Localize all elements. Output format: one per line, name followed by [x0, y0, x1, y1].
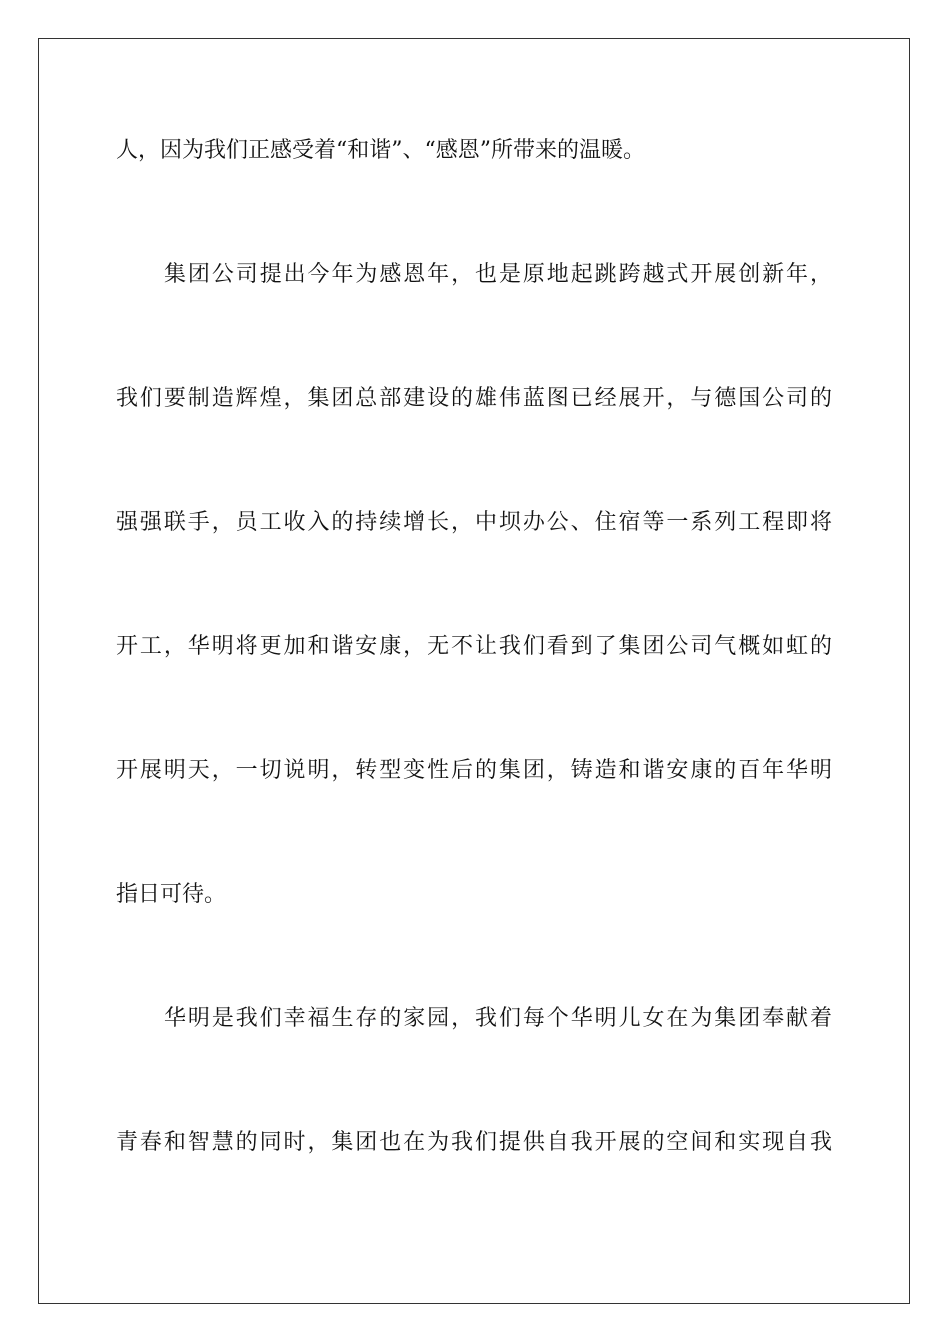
paragraph-2-line-3: 强强联手，员工收入的持续增长，中坝办公、住宿等一系列工程即将 — [116, 510, 832, 535]
paragraph-2-line-5: 开展明天，一切说明，转型变性后的集团，铸造和谐安康的百年华明 — [116, 758, 832, 783]
text-line-1: 人，因为我们正感受着“和谐”、“感恩”所带来的温暖。 — [116, 138, 645, 163]
paragraph-3-line-1: 华明是我们幸福生存的家园，我们每个华明儿女在为集团奉献着 — [164, 1006, 832, 1031]
paragraph-2-line-4: 开工，华明将更加和谐安康，无不让我们看到了集团公司气概如虹的 — [116, 634, 832, 659]
page-border — [38, 38, 910, 1304]
paragraph-3-line-2: 青春和智慧的同时，集团也在为我们提供自我开展的空间和实现自我 — [116, 1130, 832, 1155]
paragraph-2-line-1: 集团公司提出今年为感恩年，也是原地起跳跨越式开展创新年， — [164, 262, 832, 287]
paragraph-2-line-2: 我们要制造辉煌，集团总部建设的雄伟蓝图已经展开，与德国公司的 — [116, 386, 832, 411]
paragraph-2-line-6: 指日可待。 — [116, 882, 227, 907]
